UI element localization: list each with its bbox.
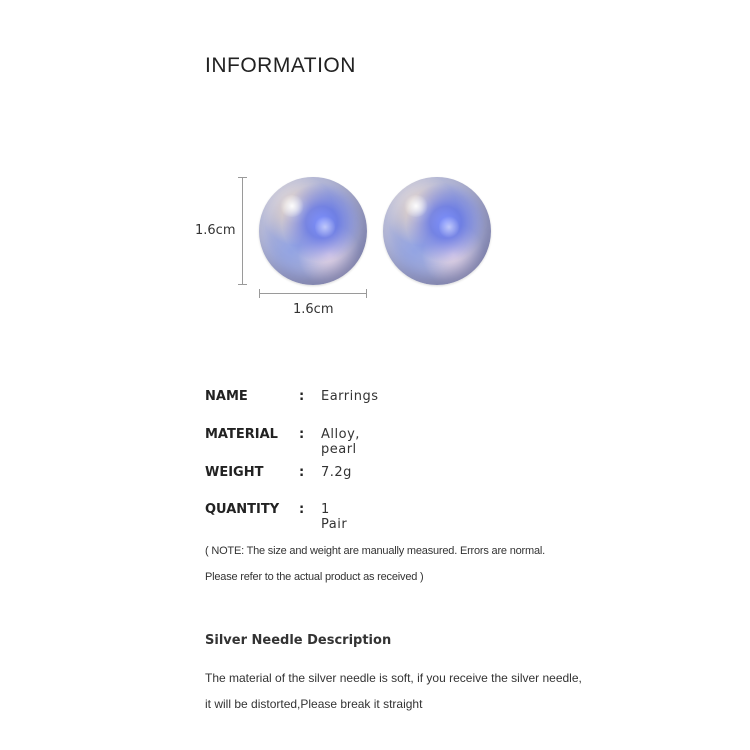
width-dimension-cap-right	[366, 289, 367, 298]
spec-key: MATERIAL	[205, 427, 278, 442]
silver-needle-desc-line-1: The material of the silver needle is soft, if you receive the silver needle,	[205, 671, 582, 685]
pearl-earring-right-icon	[383, 177, 491, 285]
width-dimension-label: 1.6cm	[293, 302, 334, 317]
spec-value: 7.2g	[321, 465, 352, 480]
height-dimension-line	[242, 177, 243, 284]
height-dimension-cap-bottom	[238, 284, 247, 285]
spec-separator: :	[299, 465, 305, 480]
page-title: INFORMATION	[205, 54, 356, 77]
spec-key: WEIGHT	[205, 465, 264, 480]
pearl-earring-left-icon	[259, 177, 367, 285]
width-dimension-line	[259, 293, 367, 294]
spec-value: Earrings	[321, 389, 379, 404]
silver-needle-title: Silver Needle Description	[205, 633, 392, 648]
note-line-1: ( NOTE: The size and weight are manually measured. Errors are normal.	[205, 545, 545, 557]
spec-key: NAME	[205, 389, 248, 404]
spec-separator: :	[299, 502, 305, 517]
note-line-2: Please refer to the actual product as received )	[205, 571, 424, 583]
spec-separator: :	[299, 389, 305, 404]
silver-needle-desc-line-2: it will be distorted,Please break it straight	[205, 697, 423, 711]
product-figure	[0, 0, 750, 340]
spec-key: QUANTITY	[205, 502, 280, 517]
spec-value: Alloy, pearl	[321, 427, 360, 457]
spec-value: 1 Pair	[321, 502, 348, 532]
height-dimension-label: 1.6cm	[195, 223, 236, 238]
spec-separator: :	[299, 427, 305, 442]
